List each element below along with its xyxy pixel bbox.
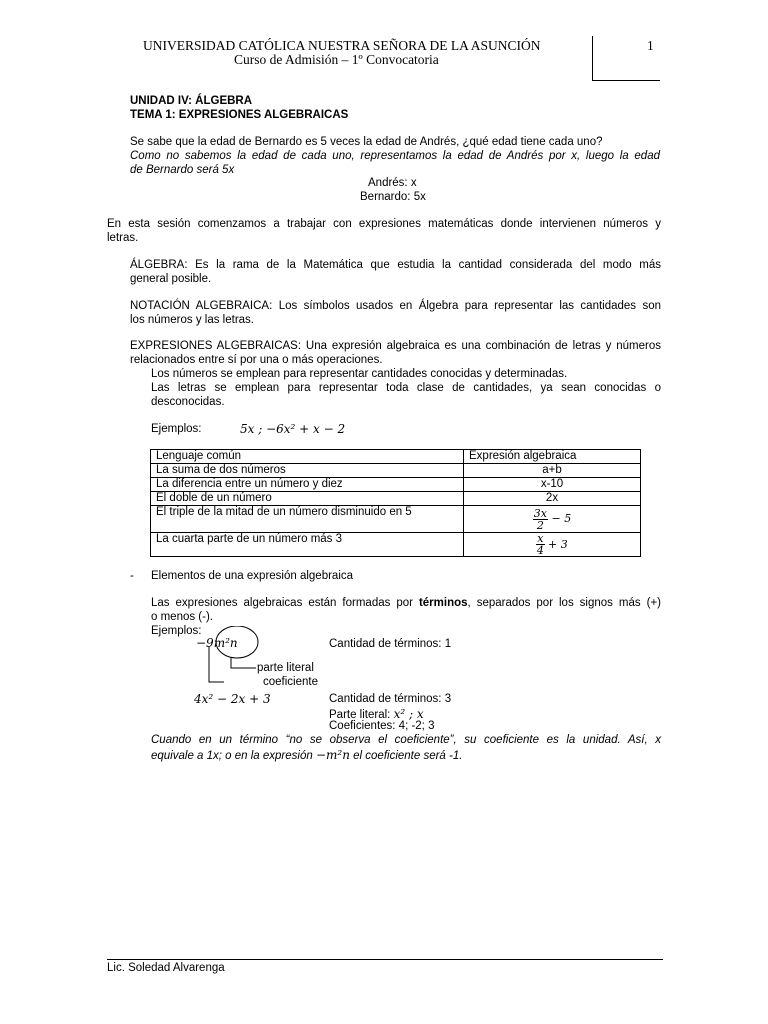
term-annotation-diagram <box>200 626 270 686</box>
examples-label: Ejemplos: <box>151 423 202 435</box>
note-line-2-start: equivale a 1x; o en la expresión <box>151 750 316 762</box>
note-line-2-end: el coeficiente será -1. <box>349 750 463 762</box>
table-row <box>151 464 641 478</box>
terms-line-1 <box>151 597 661 609</box>
table-cell-common: El triple de la mitad de un número disminuido en 5 <box>151 506 464 533</box>
terms-bold: términos <box>418 597 468 609</box>
expressions-definition-line-2: relacionados entre sí por una o más operaciones. <box>130 354 383 366</box>
example-2-literal-math: x² ; x <box>393 707 424 721</box>
unit-title: UNIDAD IV: ÁLGEBRA <box>130 95 253 107</box>
fraction-rest: + 3 <box>548 537 568 551</box>
note-line-2-math: −m²n <box>315 748 350 762</box>
terms-line-2: o menos (-). <box>151 611 213 623</box>
table-cell-common: La suma de dos números <box>151 464 464 478</box>
notation-definition-line-1: NOTACIÓN ALGEBRAICA: Los símbolos usados en Álgebra para representar las cantidades son <box>130 300 661 312</box>
example-2-expression: 4x² − 2x + 3 <box>194 692 271 706</box>
table-cell-expression <box>464 533 641 557</box>
session-line-1: En esta sesión comenzamos a trabajar con expresiones matemáticas donde intervienen números y <box>107 218 661 230</box>
literal-part-label: parte literal <box>257 662 314 674</box>
fraction <box>533 508 548 531</box>
header-bottom-rule <box>592 80 660 81</box>
table-cell-expression <box>464 506 641 533</box>
example-2-literal-part <box>329 707 424 721</box>
fraction-denominator: 4 <box>536 544 544 557</box>
table-header-common: Lenguaje común <box>151 450 464 464</box>
fraction-numerator: x <box>537 532 544 545</box>
bullet-dash: - <box>130 570 134 582</box>
intro-question: Se sabe que la edad de Bernardo es 5 veces la edad de Andrés, ¿qué edad tiene cada uno? <box>130 136 603 148</box>
footer-author: Lic. Soledad Alvarenga <box>107 962 225 974</box>
intro-answer-line-2: de Bernardo será 5x <box>130 164 235 176</box>
fraction-rest: − 5 <box>551 512 572 525</box>
example-1-term-count: Cantidad de términos: 1 <box>329 638 452 650</box>
table-cell-common: La cuarta parte de un número más 3 <box>151 533 464 557</box>
coefficient-label: coeficiente <box>263 676 318 688</box>
session-line-2: letras. <box>107 232 139 244</box>
example-1-expression: −9m²n <box>196 636 238 650</box>
intro-answer-line-1: Como no sabemos la edad de cada uno, representamos la edad de Andrés por x, luego la edad <box>130 150 660 162</box>
topic-title: TEMA 1: EXPRESIONES ALGEBRAICAS <box>130 109 349 121</box>
notation-definition-line-2: los números y las letras. <box>130 314 254 326</box>
header-course: Curso de Admisión – 1º Convocatoria <box>234 52 439 67</box>
expressions-definition-line-1: EXPRESIONES ALGEBRAICAS: Una expresión algebraica es una combinación de letras y números <box>130 340 661 352</box>
table-header-expression: Expresión algebraica <box>464 450 641 464</box>
literal-part-bracket <box>231 658 256 668</box>
andres-value: Andrés: x <box>368 177 417 189</box>
table-row <box>151 533 641 557</box>
note-line-2 <box>151 748 462 762</box>
algebra-definition-line-2: general posible. <box>130 273 212 285</box>
coefficient-bracket <box>209 646 224 682</box>
fraction <box>536 533 544 556</box>
terms-line-1-start: Las expresiones algebraicas están formadas por <box>151 597 419 609</box>
table-header-row <box>151 450 641 464</box>
table-cell-common: El doble de un número <box>151 492 464 506</box>
footer-rule <box>107 959 663 960</box>
examples-expression: 5x ; −6x² + x − 2 <box>240 422 346 436</box>
literal-part-circle <box>216 626 258 658</box>
table-cell-expression: a+b <box>464 464 641 478</box>
note-line-1: Cuando en un término “no se observa el coeficiente”, su coeficiente es la unidad. Así, x <box>151 734 661 746</box>
letters-usage-line-1: Las letras se emplean para representar toda clase de cantidades, ya sean conocidas o <box>151 382 661 394</box>
elements-examples-label: Ejemplos: <box>151 625 202 637</box>
table-row <box>151 506 641 533</box>
bernardo-value: Bernardo: 5x <box>360 191 426 203</box>
letters-usage-line-2: desconocidas. <box>151 396 225 408</box>
table-cell-expression: x-10 <box>464 478 641 492</box>
header-vertical-divider <box>592 36 593 81</box>
fraction-numerator: 3x <box>533 506 547 520</box>
fraction-denominator: 2 <box>536 518 544 532</box>
table-row <box>151 492 641 506</box>
example-2-term-count: Cantidad de términos: 3 <box>329 693 452 705</box>
table-cell-expression: 2x <box>464 492 641 506</box>
algebra-definition-line-1: ÁLGEBRA: Es la rama de la Matemática que estudia la cantidad considerada del modo más <box>130 259 661 271</box>
translation-table <box>150 449 641 557</box>
elements-title: Elementos de una expresión algebraica <box>151 570 354 582</box>
numbers-usage-line: Los números se emplean para representar cantidades conocidas y determinadas. <box>151 368 568 380</box>
page-number: 1 <box>647 38 654 53</box>
example-2-literal-label: Parte literal: <box>329 709 394 721</box>
table-cell-common: La diferencia entre un número y diez <box>151 478 464 492</box>
terms-line-1-end: , separados por los signos más (+) <box>467 597 661 609</box>
table-row <box>151 478 641 492</box>
header-university: UNIVERSIDAD CATÓLICA NUESTRA SEÑORA DE LA ASUNCIÓN <box>143 38 541 53</box>
example-2-coefficients: Coeficientes: 4; -2; 3 <box>329 720 435 732</box>
